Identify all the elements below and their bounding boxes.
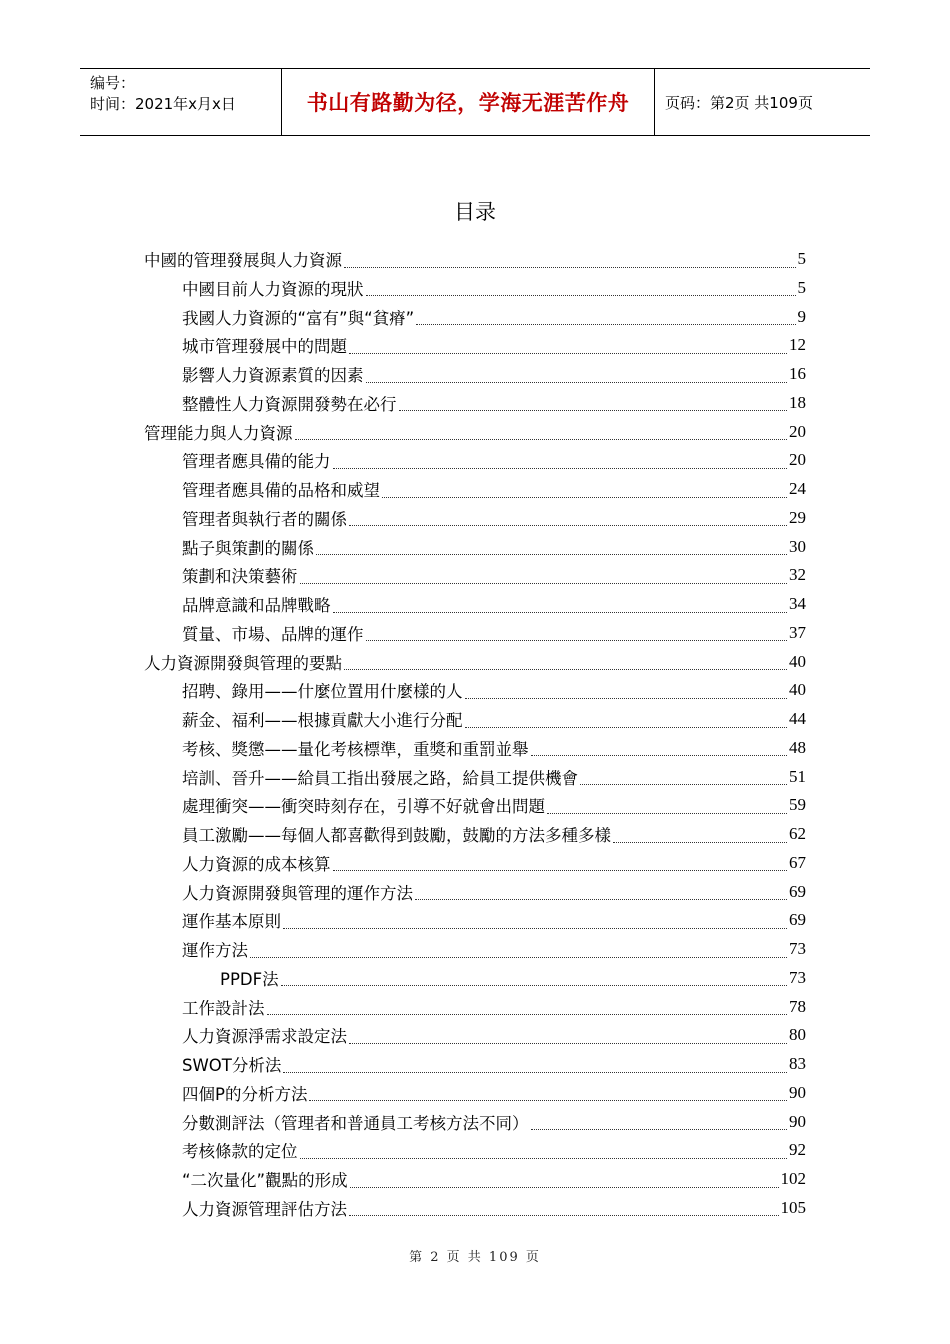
toc-entry[interactable] [182, 619, 806, 647]
toc-leader-dots [309, 1100, 787, 1101]
toc-leader-dots [613, 842, 787, 843]
toc-entry[interactable] [182, 274, 806, 302]
toc-leader-dots [316, 554, 787, 555]
toc-leader-dots [267, 1014, 788, 1015]
toc-entry-page: 80 [789, 1025, 806, 1045]
toc-entry[interactable] [182, 820, 806, 848]
page-footer: 第 2 页 共 109 页 [409, 1250, 541, 1265]
toc-leader-dots [333, 870, 788, 871]
toc-leader-dots [283, 928, 787, 929]
toc-entry[interactable] [144, 418, 806, 446]
toc-entry-page: 67 [789, 852, 806, 872]
toc-entry-page: 69 [789, 881, 806, 901]
toc-entry-label: 培訓、晉升——給員工指出發展之路，給員工提供機會 [182, 768, 578, 788]
toc-entry-page: 40 [789, 651, 806, 671]
toc-entry-page: 40 [789, 680, 806, 700]
toc-entry-label: 人力資源管理評估方法 [182, 1199, 347, 1219]
header-meta [80, 69, 282, 135]
toc-leader-dots [349, 1215, 779, 1216]
toc-entry[interactable] [182, 791, 806, 819]
toc-leader-dots [281, 985, 787, 986]
toc-entry[interactable] [182, 676, 806, 704]
toc-entry[interactable] [182, 906, 806, 934]
toc-entry-label: 運作基本原則 [182, 912, 281, 932]
toc-entry-label: 處理衝突——衝突時刻存在，引導不好就會出問題 [182, 797, 545, 817]
toc-entry-label: 管理者應具備的能力 [182, 452, 331, 472]
toc-entry-page: 90 [789, 1111, 806, 1131]
toc-leader-dots [399, 410, 788, 411]
toc-entry[interactable] [182, 1136, 806, 1164]
toc-entry[interactable] [144, 245, 806, 273]
toc-entry-label: PPDF法 [220, 969, 279, 989]
toc-entry[interactable] [182, 1165, 806, 1193]
toc-entry-label: 運作方法 [182, 941, 248, 960]
toc-entry[interactable] [182, 1194, 806, 1222]
toc-entry-label: 城市管理發展中的問題 [182, 337, 347, 357]
toc-entry-page: 51 [789, 766, 806, 786]
toc-leader-dots [349, 525, 787, 526]
toc-leader-dots [333, 612, 788, 613]
toc-entry-page: 30 [789, 536, 806, 556]
toc-entry-label: 人力資源淨需求設定法 [182, 1027, 347, 1047]
toc-entry-page: 102 [780, 1169, 806, 1188]
toc-entry-page: 69 [789, 910, 806, 930]
toc-entry-page: 9 [797, 306, 806, 326]
toc-entry[interactable] [182, 1021, 806, 1049]
toc-entry-label: 整體性人力資源開發勢在必行 [182, 394, 397, 414]
toc-entry[interactable] [182, 993, 806, 1021]
toc-entry-label: 質量、市場、品牌的運作 [182, 624, 364, 644]
toc-entry-page: 59 [789, 795, 806, 815]
toc-leader-dots [416, 324, 795, 325]
toc-entry-page: 24 [789, 479, 806, 498]
toc-leader-dots [349, 353, 787, 354]
toc-entry-page: 5 [797, 249, 806, 268]
toc-entry[interactable] [182, 331, 806, 359]
toc-entry-label: 人力資源的成本核算 [182, 854, 331, 874]
toc-entry-page: 20 [789, 421, 806, 441]
toc-entry[interactable] [182, 734, 806, 762]
toc-entry-label: 工作設計法 [182, 998, 265, 1018]
header-time: 时间：2021年x月x日 [90, 95, 236, 113]
toc-entry-label: 品牌意識和品牌戰略 [182, 596, 331, 615]
header-motto: 书山有路勤为径，学海无涯苦作舟 [306, 90, 630, 115]
toc-entry-page: 92 [789, 1140, 806, 1160]
toc-entry-label: 人力資源開發與管理的要點 [144, 653, 342, 673]
toc-entry-label: 招聘、錄用——什麼位置用什麼樣的人 [182, 682, 463, 702]
toc-entry-label: “二次量化”觀點的形成 [182, 1171, 348, 1190]
toc-entry-label: 員工激勵——每個人都喜歡得到鼓勵，鼓勵的方法多種多樣 [182, 826, 611, 845]
toc-leader-dots [366, 640, 788, 641]
toc-entry[interactable] [182, 504, 806, 532]
toc-entry[interactable] [182, 360, 806, 388]
toc-leader-dots [350, 1187, 779, 1188]
toc-entry-label: 管理能力與人力資源 [144, 423, 293, 443]
toc-entry[interactable] [182, 303, 806, 331]
toc-entry-label: 我國人力資源的“富有”與“貧瘠” [182, 308, 415, 328]
toc-leader-dots [250, 957, 787, 958]
toc-entry-label: 策劃和決策藝術 [182, 567, 298, 587]
toc-entry[interactable] [220, 964, 806, 992]
toc-entry-label: SWOT分析法 [182, 1056, 282, 1075]
toc-entry-label: 分數測評法（管理者和普通員工考核方法不同） [182, 1113, 529, 1133]
toc-leader-dots [547, 813, 787, 814]
toc-entry[interactable] [182, 389, 806, 417]
toc-entry-label: 影響人力資源素質的因素 [182, 366, 364, 385]
header-page-code: 页码：第2页 共109页 [665, 93, 813, 112]
toc-entry-page: 83 [789, 1054, 806, 1073]
toc-entry[interactable] [182, 1079, 806, 1107]
toc-entry[interactable] [182, 1050, 806, 1078]
toc-entry-page: 90 [789, 1082, 806, 1102]
toc-entry[interactable] [182, 533, 806, 561]
toc-entry[interactable] [182, 705, 806, 733]
toc-leader-dots [531, 1129, 788, 1130]
toc-leader-dots [465, 698, 788, 699]
toc-leader-dots [300, 583, 788, 584]
toc-entry-page: 78 [789, 996, 806, 1016]
toc-entry-label: 薪金、福利——根據貢獻大小進行分配 [182, 711, 463, 730]
toc-entry-label: 考核條款的定位 [182, 1142, 298, 1162]
toc-entry-label: 管理者與執行者的關係 [182, 509, 347, 529]
toc-entry-page: 16 [789, 364, 806, 383]
toc-leader-dots [465, 727, 788, 728]
toc-leader-dots [344, 267, 796, 268]
header-motto-cell [282, 69, 655, 135]
toc-leader-dots [531, 755, 788, 756]
toc-entry[interactable] [182, 878, 806, 906]
toc-leader-dots [382, 497, 787, 498]
toc-entry-label: 中國目前人力資源的現狀 [182, 279, 364, 299]
toc-leader-dots [415, 899, 787, 900]
toc-entry-page: 37 [789, 622, 806, 642]
toc-leader-dots [344, 669, 787, 670]
toc-entry[interactable] [182, 590, 806, 618]
toc-entry-page: 29 [789, 507, 806, 527]
toc-entry-page: 73 [789, 967, 806, 987]
toc-leader-dots [283, 1072, 787, 1073]
toc-entry-page: 18 [789, 392, 806, 412]
toc-entry-label: 人力資源開發與管理的運作方法 [182, 883, 413, 903]
toc-entry-page: 73 [789, 939, 806, 958]
toc-leader-dots [580, 784, 787, 785]
toc-entry[interactable] [144, 648, 806, 676]
toc-entry-page: 34 [789, 594, 806, 613]
toc-entry[interactable] [182, 1108, 806, 1136]
page-header [80, 68, 870, 136]
toc-entry-page: 12 [789, 335, 806, 355]
toc-entry-label: 四個P的分析方法 [182, 1084, 308, 1104]
toc-entry[interactable] [182, 561, 806, 589]
toc-entry-page: 105 [780, 1197, 806, 1217]
toc-entry[interactable] [182, 935, 806, 963]
toc-entry[interactable] [182, 446, 806, 474]
header-number: 编号： [90, 74, 136, 92]
toc-entry[interactable] [182, 849, 806, 877]
toc-leader-dots [366, 295, 796, 296]
toc-leader-dots [333, 468, 788, 469]
toc-entry-label: 考核、獎懲——量化考核標準，重獎和重罰並舉 [182, 739, 529, 759]
page-title: 目录 [454, 200, 496, 224]
toc-leader-dots [300, 1158, 788, 1159]
toc-entry-page: 32 [789, 565, 806, 585]
toc-entry[interactable] [182, 763, 806, 791]
toc-entry-page: 44 [789, 709, 806, 728]
toc-entry[interactable] [182, 475, 806, 503]
toc-leader-dots [366, 382, 788, 383]
toc-entry-page: 48 [789, 737, 806, 757]
toc-leader-dots [295, 439, 788, 440]
toc-entry-label: 點子與策劃的關係 [182, 538, 314, 558]
toc-leader-dots [349, 1043, 787, 1044]
toc-entry-page: 5 [797, 277, 806, 297]
toc-entry-page: 20 [789, 450, 806, 470]
toc-entry-label: 管理者應具備的品格和威望 [182, 481, 380, 500]
toc-entry-label: 中國的管理發展與人力資源 [144, 251, 342, 270]
toc-entry-page: 62 [789, 824, 806, 843]
